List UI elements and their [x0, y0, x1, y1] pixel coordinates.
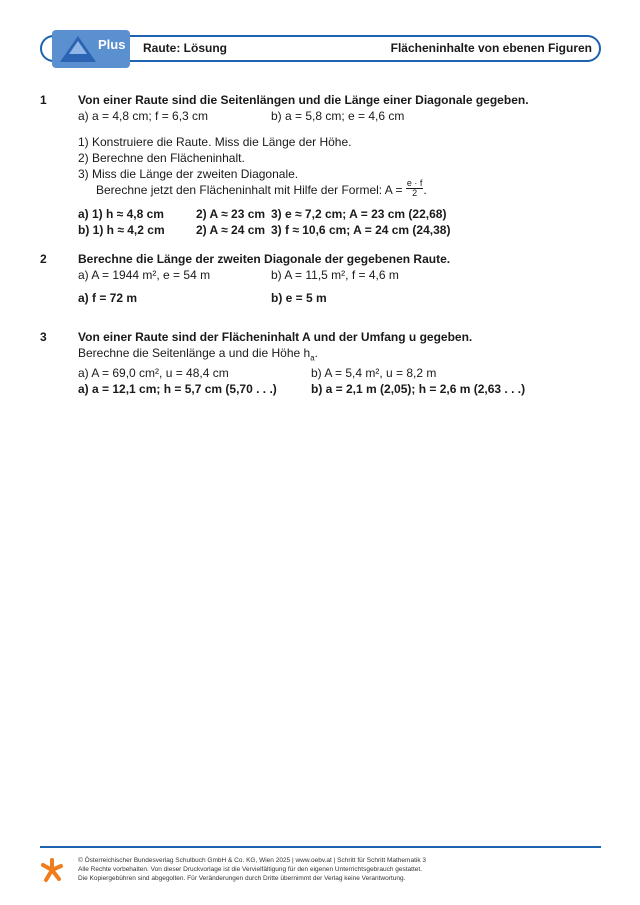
task-number: 1 — [40, 93, 47, 107]
task-prompt: Von einer Raute sind die Seitenlängen und die Länge einer Diagonale gegeben. — [78, 93, 529, 107]
answer-b-3: 3) f ≈ 10,6 cm; A = 24 cm (24,38) — [271, 223, 451, 237]
publisher-star-icon — [40, 857, 64, 883]
answer-a: a) a = 12,1 cm; h = 5,7 cm (5,70 . . .) — [78, 382, 277, 396]
worksheet-title: Raute: Lösung — [143, 41, 227, 55]
copyright-line-1: © Österreichischer Bundesverlag Schulbuch GmbH & Co. KG, Wien 2025 | www.oebv.at | Schritt für Schritt Mathematik 3 — [78, 857, 426, 864]
given-b: b) A = 5,4 m², u = 8,2 m — [311, 366, 437, 380]
copyright-notice — [78, 856, 578, 883]
answer-b-2: 2) A ≈ 24 cm — [196, 223, 266, 237]
step-2: 2) Berechne den Flächeninhalt. — [78, 151, 245, 165]
task-number: 2 — [40, 252, 47, 266]
answer-a: a) f = 72 m — [78, 291, 138, 305]
task-prompt-2 — [78, 345, 598, 361]
copyright-line-2: Alle Rechte vorbehalten. Von dieser Druckvorlage ist die Vervielfältigung für den eigenen Unterrichtsgebrauch gestattet. — [78, 866, 422, 873]
svg-text:Plus: Plus — [98, 37, 126, 52]
given-a: a) a = 4,8 cm; f = 6,3 cm — [78, 109, 209, 123]
task-prompt: Von einer Raute sind der Flächeninhalt A und der Umfang u gegeben. — [78, 330, 473, 344]
subscript-a: a — [310, 353, 315, 363]
plus-logo — [52, 30, 130, 68]
chapter-title: Flächeninhalte von ebenen Figuren — [390, 41, 592, 55]
formula-numerator: e · f — [406, 178, 423, 189]
task-prompt: Berechne die Länge der zweiten Diagonale der gegebenen Raute. — [78, 252, 451, 266]
step-1: 1) Konstruiere die Raute. Miss die Länge der Höhe. — [78, 135, 352, 149]
task-number: 3 — [40, 330, 47, 344]
given-b: b) A = 11,5 m², f = 4,6 m — [271, 268, 399, 282]
answer-a-1: a) 1) h ≈ 4,8 cm — [78, 207, 164, 221]
footer-divider — [40, 846, 601, 848]
step-3-formula-line — [78, 178, 598, 200]
answer-b: b) e = 5 m — [271, 291, 327, 305]
given-b: b) a = 5,8 cm; e = 4,6 cm — [271, 109, 405, 123]
formula-denominator: 2 — [412, 188, 418, 199]
given-a: a) A = 1944 m², e = 54 m — [78, 268, 211, 282]
answer-a-3: 3) e ≈ 7,2 cm; A = 23 cm (22,68) — [271, 207, 447, 221]
copyright-line-3: Die Kopiergebühren sind abgegolten. Für Veränderungen durch Dritte übernimmt der Verlag keine Verantwortung. — [78, 875, 406, 882]
prompt-text: Berechne die Seitenlänge a und die Höhe h — [78, 346, 311, 360]
answer-b-1: b) 1) h ≈ 4,2 cm — [78, 223, 165, 237]
formula-fraction — [406, 178, 427, 199]
answer-a-2: 2) A ≈ 23 cm — [196, 207, 266, 221]
given-a: a) A = 69,0 cm², u = 48,4 cm — [78, 366, 229, 380]
step-3: 3) Miss die Länge der zweiten Diagonale. — [78, 167, 299, 181]
answer-b: b) a = 2,1 m (2,05); h = 2,6 m (2,63 . . .) — [311, 382, 526, 396]
prompt-period: . — [314, 346, 318, 360]
formula-period: . — [423, 183, 427, 197]
formula-text: Berechne jetzt den Flächeninhalt mit Hilfe der Formel: A = — [96, 183, 403, 197]
